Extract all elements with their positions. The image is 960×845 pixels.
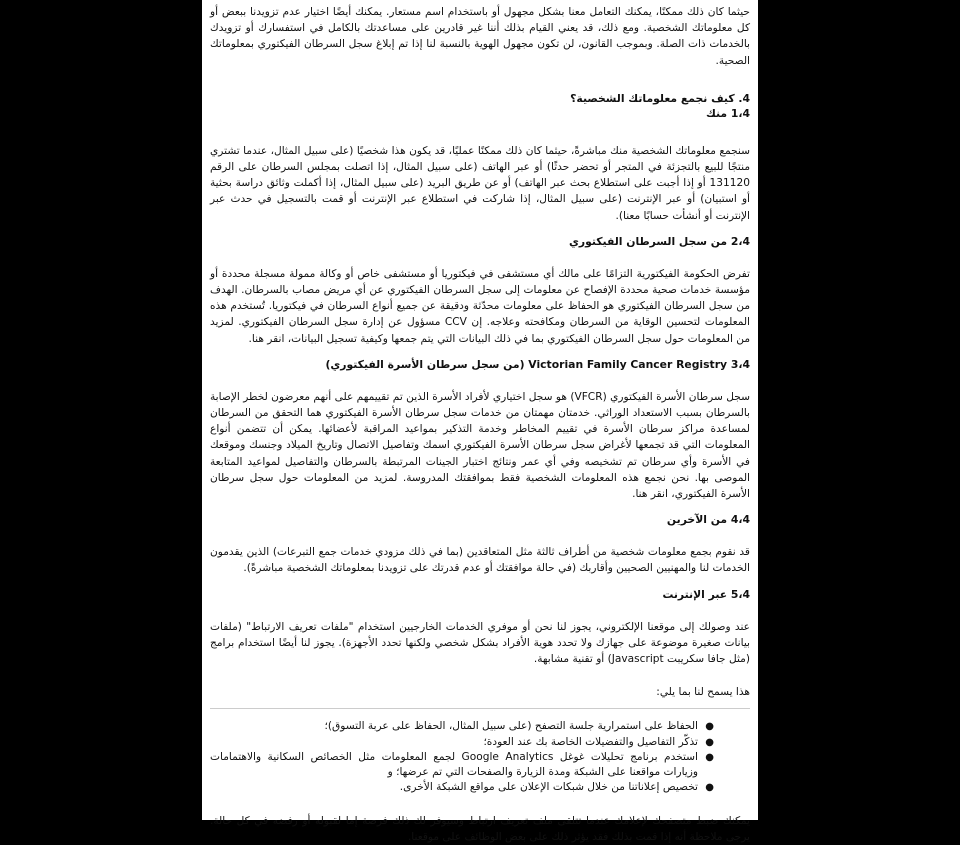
section-4-2-heading: 2،4 من سجل السرطان الفيكتوري [568, 234, 750, 248]
section-4-4-body: قد نقوم بجمع معلومات شخصية من أطراف ثالثة مثل المتعاقدين (بما في ذلك مزودي خدمات جمع التبرعات) الذين يقدمون الخدمات لنا والمهنيين الصحيين وأقاربك (في حالة موافقتك أو عدم قدرتك على تزويدنا بمعلوماتك الشخصية مباشرةً). [210, 546, 750, 575]
allows-intro: هذا يسمح لنا بما يلي: [656, 686, 750, 699]
section-4-heading: 4. كيف نجمع معلوماتك الشخصية؟ [570, 91, 750, 105]
bullet-dot-icon: ● [705, 751, 714, 763]
intro-paragraph: حيثما كان ذلك ممكنًا، يمكنك التعامل معنا بشكل مجهول أو باستخدام اسم مستعار. يمكنك أيضًا اختيار عدم تزويدنا ببعض أو كل معلوماتك الشخصية. ومع ذلك، قد يعني القيام بذلك أننا غير قادرين على مساعدتك بالكامل في استفسارك أو تزويدك بالخدمات ذات الصلة. وبموجب القانون، لن تكون مجهول الهوية بالنسبة لنا إذا تم إبلاغ سجل السرطان الفيكتوري بمعلوماتك الصحية. [210, 6, 750, 67]
cookie-uses-list [210, 719, 750, 795]
section-4-2-body: تفرض الحكومة الفيكتورية التزامًا على مالك أي مستشفى في فيكتوريا أو مستشفى خاص أو وكالة ممولة مسجلة محددة أو مؤسسة خدمات صحية محددة الإفصاح عن معلومات إلى سجل السرطان الفيكتوري عن أي مريض مصاب بالسرطان. الهدف من سجل السرطان الفيكتوري هو الحفاظ على معلومات محدّثة ودقيقة عن جميع أنواع السرطان في فيكتوريا. تُستخدم هذه المعلومات لتحسين الوقاية من السرطان ومكافحته وعلاجه. إن CCV مسؤول عن إدارة سجل السرطان الفيكتوري. لمزيد من المعلومات حول سجل السرطان الفيكتوري بما في ذلك البيانات التي يتم جمعها وكيفية تسجيل البيانات، انقر هنا. [210, 267, 751, 345]
section-4-5-heading: 5،4 عبر الإنترنت [662, 587, 750, 601]
document-page [202, 0, 758, 843]
list-item: ● تذكّر التفاصيل والتفضيلات الخاصة بك عند العودة؛ [210, 735, 714, 750]
section-4-5-body: عند وصولك إلى موقعنا الإلكتروني، يجوز لنا نحن أو موفري الخدمات الخارجيين استخدام "ملفات تعريف الارتباط" (ملفات بيانات صغيرة موضوعة على جهازك ولا تحدد هوية الأفراد بشكل شخصي ولكنها تحدد الأجهزة). يجوز لنا أيضًا استخدام برامج (مثل جافا سكريبت Javascript) أو تقنية مشابهة. [210, 620, 750, 666]
section-4-3-body: سجل سرطان الأسرة الفيكتوري (VFCR) هو سجل اختياري لأفراد الأسرة الذين تم تقييمهم على أنهم معرضون لخطر الإصابة بالسرطان بسبب الاستعداد الوراثي. خدمتان مهمتان من خدمات سجل سرطان الأسرة الفيكتوري هما التحقق من السرطان لمساعدة مراكز سرطان الأسرة في تقييم المخاطر وخدمة التذكير بمواعيد المراقبة لأعضائها. يمكن أن تتضمن أنواع المعلومات التي قد تجمعها لأغراض سجل سرطان الأسرة الفيكتوري اسمك وتفاصيل الاتصال وتاريخ الميلاد وجنسك وموقعك في الأسرة وأي سرطان تم تشخيصه وفي أي عمر ونتائج اختبار الجينات المرتبطة بالسرطان والتفاصيل لمواعيد المتابعة الموصى بها. نحن نجمع هذه المعلومات الشخصية فقط بموافقتك المدروسة. لمزيد من المعلومات حول سجل سرطان الأسرة الفيكتوري، انقر هنا. [210, 390, 750, 501]
list-item: ● تخصيص إعلاناتنا من خلال شبكات الإعلان على مواقع الشبكة الأخرى. [210, 780, 714, 795]
bullet-dot-icon: ● [705, 782, 714, 794]
section-4-4-heading: 4،4 من الآخرين [666, 513, 750, 527]
bullet-dot-icon: ● [705, 736, 714, 748]
list-item: ● استخدم برنامج تحليلات غوغل Google Analytics لجمع المعلومات مثل الخصائص السكانية والاهتمامات وزيارات مواقعنا على الشبكة ومدة الزيارة والصفحات التي تم عرضها؛ و [210, 750, 714, 779]
section-4-1-heading: 1،4 منك [705, 106, 750, 120]
list-item: ● الحفاظ على استمرارية جلسة التصفح (على سبيل المثال، الحفاظ على عربة التسوق)؛ [210, 719, 714, 734]
closing-paragraph: يمكنك ضبط متصفحك لإعلامك عندما تتلقى ملف تعريف ارتباط وسيوفر لك ذلك فرصة إما لقبوله أو رفضه في كل حالة. يرجى ملاحظة أنه إذا قمت بذلك فقد يؤثر ذلك على بعض الوظائف على موقعنا. [210, 814, 750, 843]
section-4-3-heading: 3،4 Victorian Family Cancer Registry (من سجل سرطان الأسرة الفيكتوري) [325, 357, 750, 371]
section-4-1-body: سنجمع معلوماتك الشخصية منك مباشرةً، حيثما كان ذلك ممكنًا عمليًا، قد يكون هذا شخصيًا (على سبيل المثال، عندما تشتري منتجًا للبيع بالتجزئة في المتجر أو تحضر حدثًا) أو عبر الهاتف (على سبيل المثال، إذا اتصلت بمجلس السرطان على الرقم 131120 أو إذا أجبت على استطلاع بحث عبر الهاتف) أو عن طريق البريد (على سبيل المثال، إذا أكملت وثائق دراسة بحثية أو استبيان) أو عبر الإنترنت (على سبيل المثال، إذا شاركت في استطلاع عبر الإنترنت أو قمت بالتسجيل في حدث عبر الإنترنت أو أنشأت حسابًا معنا). [210, 144, 750, 222]
divider [210, 708, 750, 709]
bullet-dot-icon: ● [705, 721, 714, 733]
